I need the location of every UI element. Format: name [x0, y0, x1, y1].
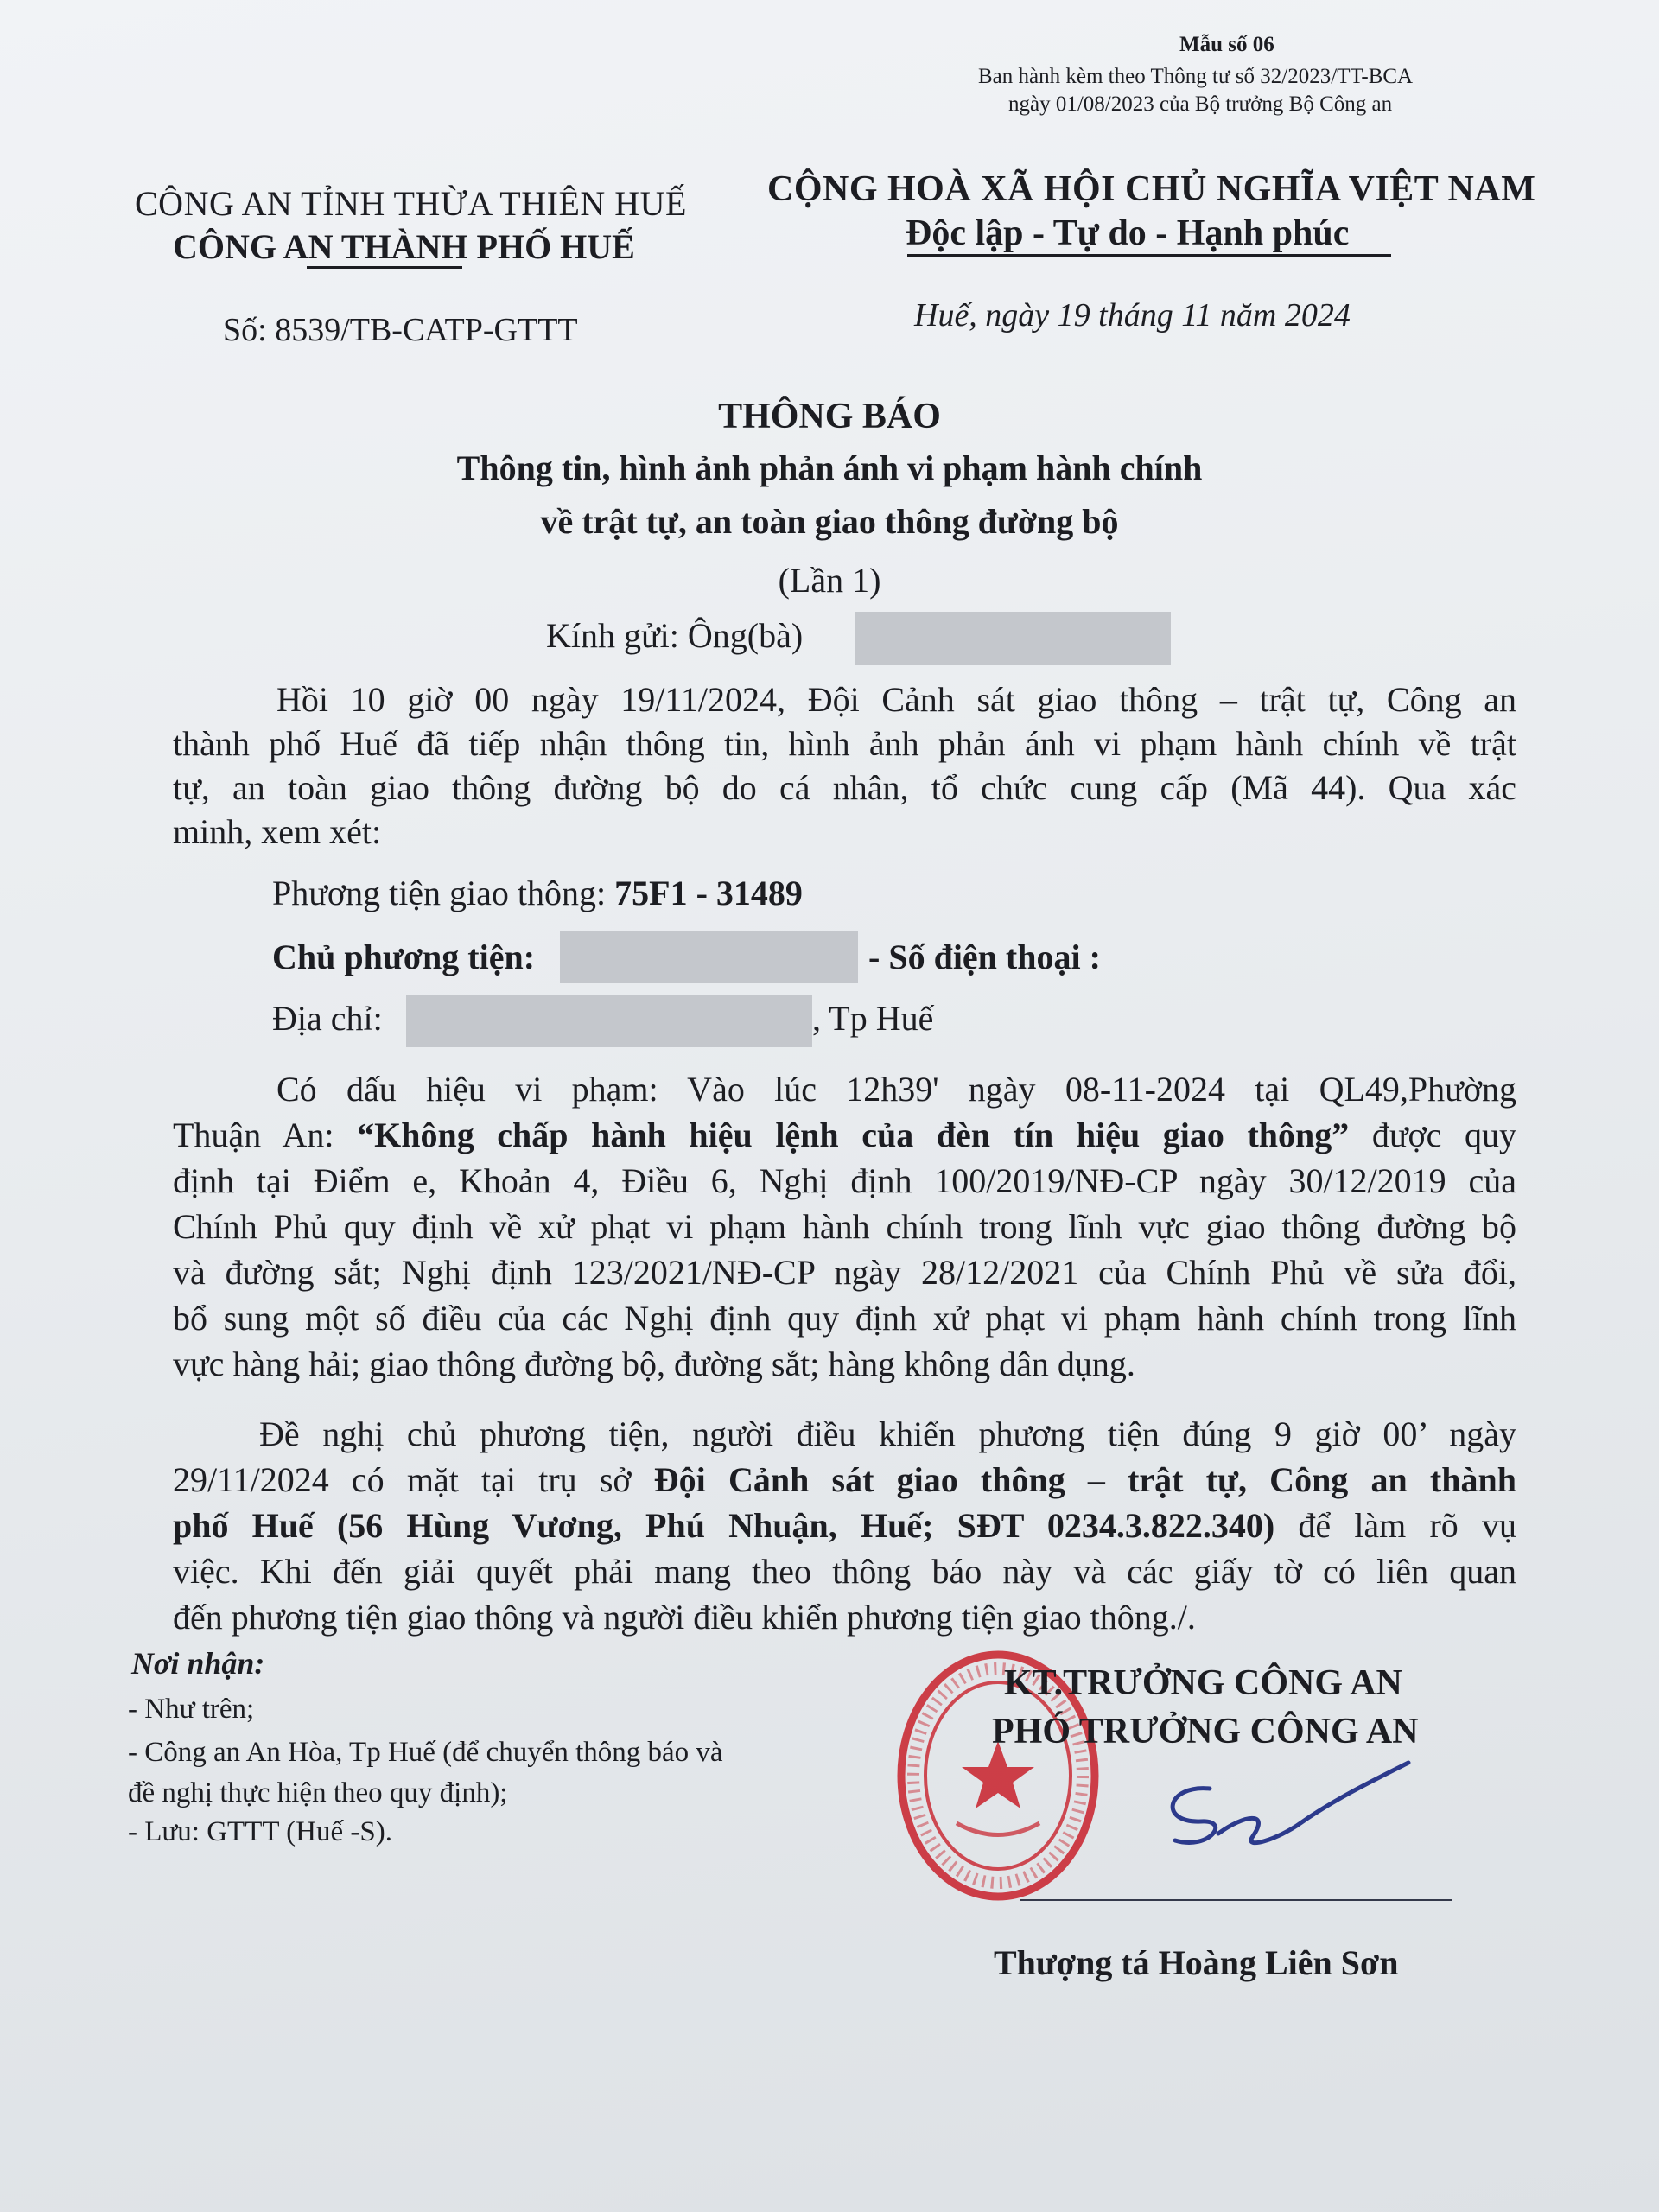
handwritten-signature-icon: [1149, 1754, 1417, 1866]
address-city: , Tp Huế: [812, 999, 934, 1038]
document-date: Huế, ngày 19 tháng 11 năm 2024: [914, 297, 1351, 334]
request-line-1: Đề nghị chủ phương tiện, người điều khiển phương tiện đúng 9 giờ 00’ ngày: [259, 1414, 1516, 1453]
phone-label: - Số điện thoại :: [868, 938, 1101, 976]
issuing-organization: CÔNG AN THÀNH PHỐ HUẾ: [173, 227, 635, 266]
owner-label: Chủ phương tiện:: [272, 938, 536, 976]
notice-round: (Lần 1): [778, 561, 881, 600]
request-date: 29/11/2024 có mặt tại trụ sở: [173, 1460, 654, 1499]
document-subtitle-2: về trật tự, an toàn giao thông đường bộ: [540, 502, 1119, 541]
request-line-3: [173, 1503, 1516, 1548]
signature-title-2: PHÓ TRƯỞNG CÔNG AN: [992, 1712, 1419, 1751]
request-office: Đội Cảnh sát giao thông – trật tự, Công an thành: [653, 1460, 1516, 1499]
intro-line-2: thành phố Huế đã tiếp nhận thông tin, hình ảnh phản ánh vi phạm hành chính về trật: [173, 724, 1516, 763]
redacted-owner-name: [560, 931, 858, 983]
recipient-item: - Như trên;: [128, 1694, 255, 1725]
violation-line-7: vực hàng hải; giao thông đường bộ, đường sắt; hàng không dân dụng.: [173, 1344, 1135, 1383]
signature-line: [1020, 1899, 1452, 1901]
form-number: Mẫu số 06: [1179, 33, 1274, 56]
recipient-item: đề nghị thực hiện theo quy định);: [128, 1777, 508, 1808]
office-address: phố Huế (56 Hùng Vương, Phú Nhuận, Huế; SĐT 0234.3.822.340): [173, 1506, 1275, 1545]
document-subtitle-1: Thông tin, hình ảnh phản ánh vi phạm hành chính: [456, 448, 1203, 487]
recipient-item: - Lưu: GTTT (Huế -S).: [128, 1816, 392, 1847]
redacted-address: [406, 995, 812, 1047]
parent-organization: CÔNG AN TỈNH THỪA THIÊN HUẾ: [135, 184, 687, 223]
violation-line-6: bổ sung một số điều của các Nghị định quy định xử phạt vi phạm hành chính trong lĩnh: [173, 1299, 1516, 1338]
request-line-5: đến phương tiện giao thông và người điều khiển phương tiện giao thông./.: [173, 1598, 1196, 1637]
request-line-4: việc. Khi đến giải quyết phải mang theo thông báo này và các giấy tờ có liên quan: [173, 1552, 1516, 1591]
violation-location: Thuận An:: [173, 1116, 358, 1154]
recipients-title: Nơi nhận:: [131, 1646, 265, 1681]
signer-name: Thượng tá Hoàng Liên Sơn: [994, 1943, 1399, 1982]
vehicle-plate: 75F1 - 31489: [614, 874, 803, 912]
form-reference-line-1: Ban hành kèm theo Thông tư số 32/2023/TT-BCA: [978, 65, 1414, 88]
address-label: Địa chỉ:: [272, 999, 383, 1038]
intro-line-3: tự, an toàn giao thông đường bộ do cá nhân, tổ chức cung cấp (Mã 44). Qua xác: [173, 768, 1516, 807]
recipient-item: - Công an An Hòa, Tp Huế (để chuyển thông báo và: [128, 1737, 723, 1768]
intro-line-4: minh, xem xét:: [173, 812, 382, 851]
violation-line-3: định tại Điểm e, Khoản 4, Điều 6, Nghị định 100/2019/NĐ-CP ngày 30/12/2019 của: [173, 1161, 1516, 1200]
recipient-label: Kính gửi: Ông(bà): [546, 616, 804, 655]
form-reference-line-2: ngày 01/08/2023 của Bộ trưởng Bộ Công an: [1008, 92, 1393, 116]
document-number: Số: 8539/TB-CATP-GTTT: [223, 312, 578, 348]
request-line-3-tail: để làm rõ vụ: [1274, 1506, 1516, 1545]
vehicle-label: Phương tiện giao thông:: [272, 874, 607, 912]
document-title: THÔNG BÁO: [718, 397, 941, 436]
intro-line-1: Hồi 10 giờ 00 ngày 19/11/2024, Đội Cảnh sát giao thông – trật tự, Công an: [276, 680, 1516, 719]
signature-title-1: KT.TRƯỞNG CÔNG AN: [1004, 1663, 1402, 1703]
violation-line-4: Chính Phủ quy định về xử phạt vi phạm hành chính trong lĩnh vực giao thông đường bộ: [173, 1207, 1516, 1246]
organization-underline: [307, 266, 462, 269]
request-line-2: [173, 1458, 1516, 1502]
motto-underline: [907, 254, 1391, 257]
national-motto: Độc lập - Tự do - Hạnh phúc: [906, 213, 1350, 253]
violation-description: “Không chấp hành hiệu lệnh của đèn tín hiệu giao thông”: [357, 1116, 1350, 1154]
violation-line-5: và đường sắt; Nghị định 123/2021/NĐ-CP ngày 28/12/2021 của Chính Phủ về sửa đổi,: [173, 1253, 1516, 1292]
national-title: CỘNG HOÀ XÃ HỘI CHỦ NGHĨA VIỆT NAM: [767, 169, 1536, 209]
redacted-recipient-name: [855, 612, 1171, 665]
violation-line-2: [173, 1113, 1516, 1157]
violation-line-1: Có dấu hiệu vi phạm: Vào lúc 12h39' ngày 08-11-2024 tại QL49,Phường: [276, 1070, 1516, 1109]
violation-line-2-tail: được quy: [1349, 1116, 1516, 1154]
vehicle-line: [272, 873, 803, 913]
